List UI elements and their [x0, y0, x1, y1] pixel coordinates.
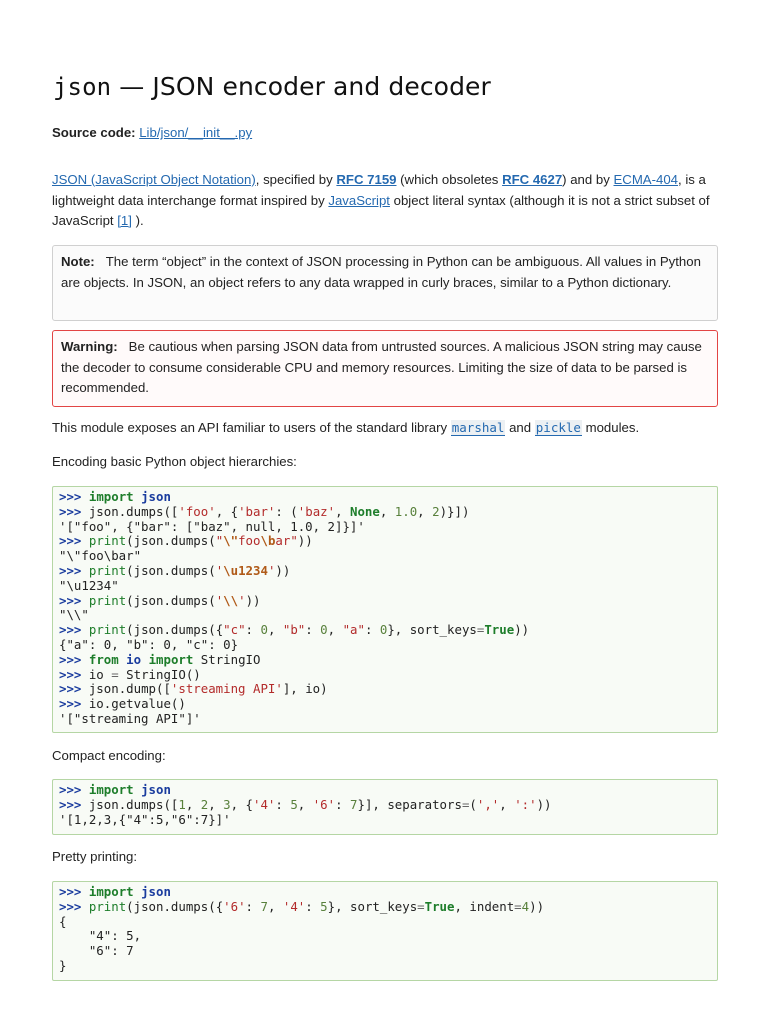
- rfc4627-link[interactable]: RFC 4627: [502, 172, 563, 187]
- footnote-ref-link[interactable]: [1]: [117, 213, 132, 228]
- code-line: {: [59, 913, 67, 929]
- api-text-2: and: [505, 420, 535, 435]
- code-line: >>> json.dump(['streaming API'], io): [59, 681, 328, 697]
- code-line: >>> print(json.dumps('\u1234')): [59, 562, 291, 578]
- code-line: "\\": [59, 607, 89, 623]
- marshal-link[interactable]: marshal: [451, 420, 505, 435]
- note-label: Note:: [61, 254, 95, 269]
- code-line: >>> print(json.dumps("\"foo\bar")): [59, 533, 313, 549]
- warning-text: Be cautious when parsing JSON data from untrusted sources. A malicious JSON string may cause the decoder to consume considerable CPU and memory resources. Limiting the size of data to be parsed is recommended.: [61, 339, 702, 395]
- code-line: }: [59, 957, 67, 973]
- javascript-link[interactable]: JavaScript: [328, 192, 390, 208]
- source-code-link[interactable]: Lib/json/__init__.py: [139, 125, 253, 140]
- compact-heading: Compact encoding:: [52, 748, 166, 763]
- code-line: >>> json.dumps([1, 2, 3, {'4': 5, '6': 7}], separators=(',', ':')): [59, 796, 552, 812]
- intro-text-2: (which obsoletes: [396, 172, 503, 187]
- intro-text-1: , specified by: [255, 172, 337, 187]
- code-line: >>> json.dumps(['foo', {'bar': ('baz', None, 1.0, 2)}]): [59, 503, 470, 519]
- code-line: >>> from io import StringIO: [59, 651, 261, 667]
- intro-paragraph: [52, 170, 718, 232]
- api-paragraph: [52, 418, 716, 439]
- source-code-label: Source code:: [52, 125, 136, 140]
- code-line: >>> io = StringIO(): [59, 666, 201, 682]
- api-text-1: This module exposes an API familiar to users of the standard library: [52, 420, 451, 435]
- ecma404-link[interactable]: ECMA-404: [613, 172, 678, 187]
- code-block-pretty: [52, 881, 718, 981]
- code-line: "\u1234": [59, 577, 119, 593]
- code-line: >>> import json: [59, 782, 171, 797]
- source-code-line: [52, 123, 716, 144]
- warning-label: Warning:: [61, 339, 118, 354]
- encoding-heading: Encoding basic Python object hierarchies:: [52, 454, 297, 469]
- pretty-heading: Pretty printing:: [52, 849, 138, 864]
- code-line: >>> print(json.dumps({"c": 0, "b": 0, "a": 0}, sort_keys=True)): [59, 622, 530, 638]
- code-line: '[1,2,3,{"4":5,"6":7}]': [59, 811, 231, 827]
- note-box: [52, 245, 718, 321]
- note-text: The term “object” in the context of JSON processing in Python can be ambiguous. All values in Python are objects. In JSON, an object refers to any data wrapped in curly braces, similar to a Python dictionary.: [61, 254, 701, 290]
- intro-text-4: , is a lightweight data interchange format inspired by: [52, 172, 706, 208]
- code-line: '["streaming API"]': [59, 710, 201, 726]
- code-line: >>> import json: [59, 489, 171, 504]
- api-text-3: modules.: [581, 420, 640, 435]
- warning-box: [52, 330, 718, 407]
- intro-text-6: ).: [131, 213, 144, 228]
- code-line: '["foo", {"bar": ["baz", null, 1.0, 2]}]': [59, 518, 365, 534]
- rfc7159-link[interactable]: RFC 7159: [336, 172, 397, 187]
- code-line: >>> io.getvalue(): [59, 696, 186, 712]
- code-line: "\"foo\bar": [59, 548, 142, 564]
- intro-text-3: ) and by: [562, 172, 614, 187]
- code-line: >>> import json: [59, 884, 171, 899]
- code-line: "4": 5,: [59, 928, 142, 944]
- code-block-compact: [52, 779, 718, 835]
- code-line: {"a": 0, "b": 0, "c": 0}: [59, 636, 239, 652]
- page-title: [53, 72, 491, 101]
- code-line: >>> print(json.dumps('\\')): [59, 592, 261, 608]
- title-text: — JSON encoder and decoder: [111, 72, 491, 101]
- pickle-link[interactable]: pickle: [535, 420, 581, 435]
- code-line: "6": 7: [59, 943, 134, 959]
- code-line: >>> print(json.dumps({'6': 7, '4': 5}, sort_keys=True, indent=4)): [59, 898, 545, 914]
- json-link[interactable]: JSON (JavaScript Object Notation): [52, 172, 256, 187]
- code-block-encoding: [52, 486, 718, 733]
- module-name: json: [53, 73, 112, 101]
- intro-text-5: object literal syntax (although it is not a strict subset of JavaScript: [52, 192, 710, 228]
